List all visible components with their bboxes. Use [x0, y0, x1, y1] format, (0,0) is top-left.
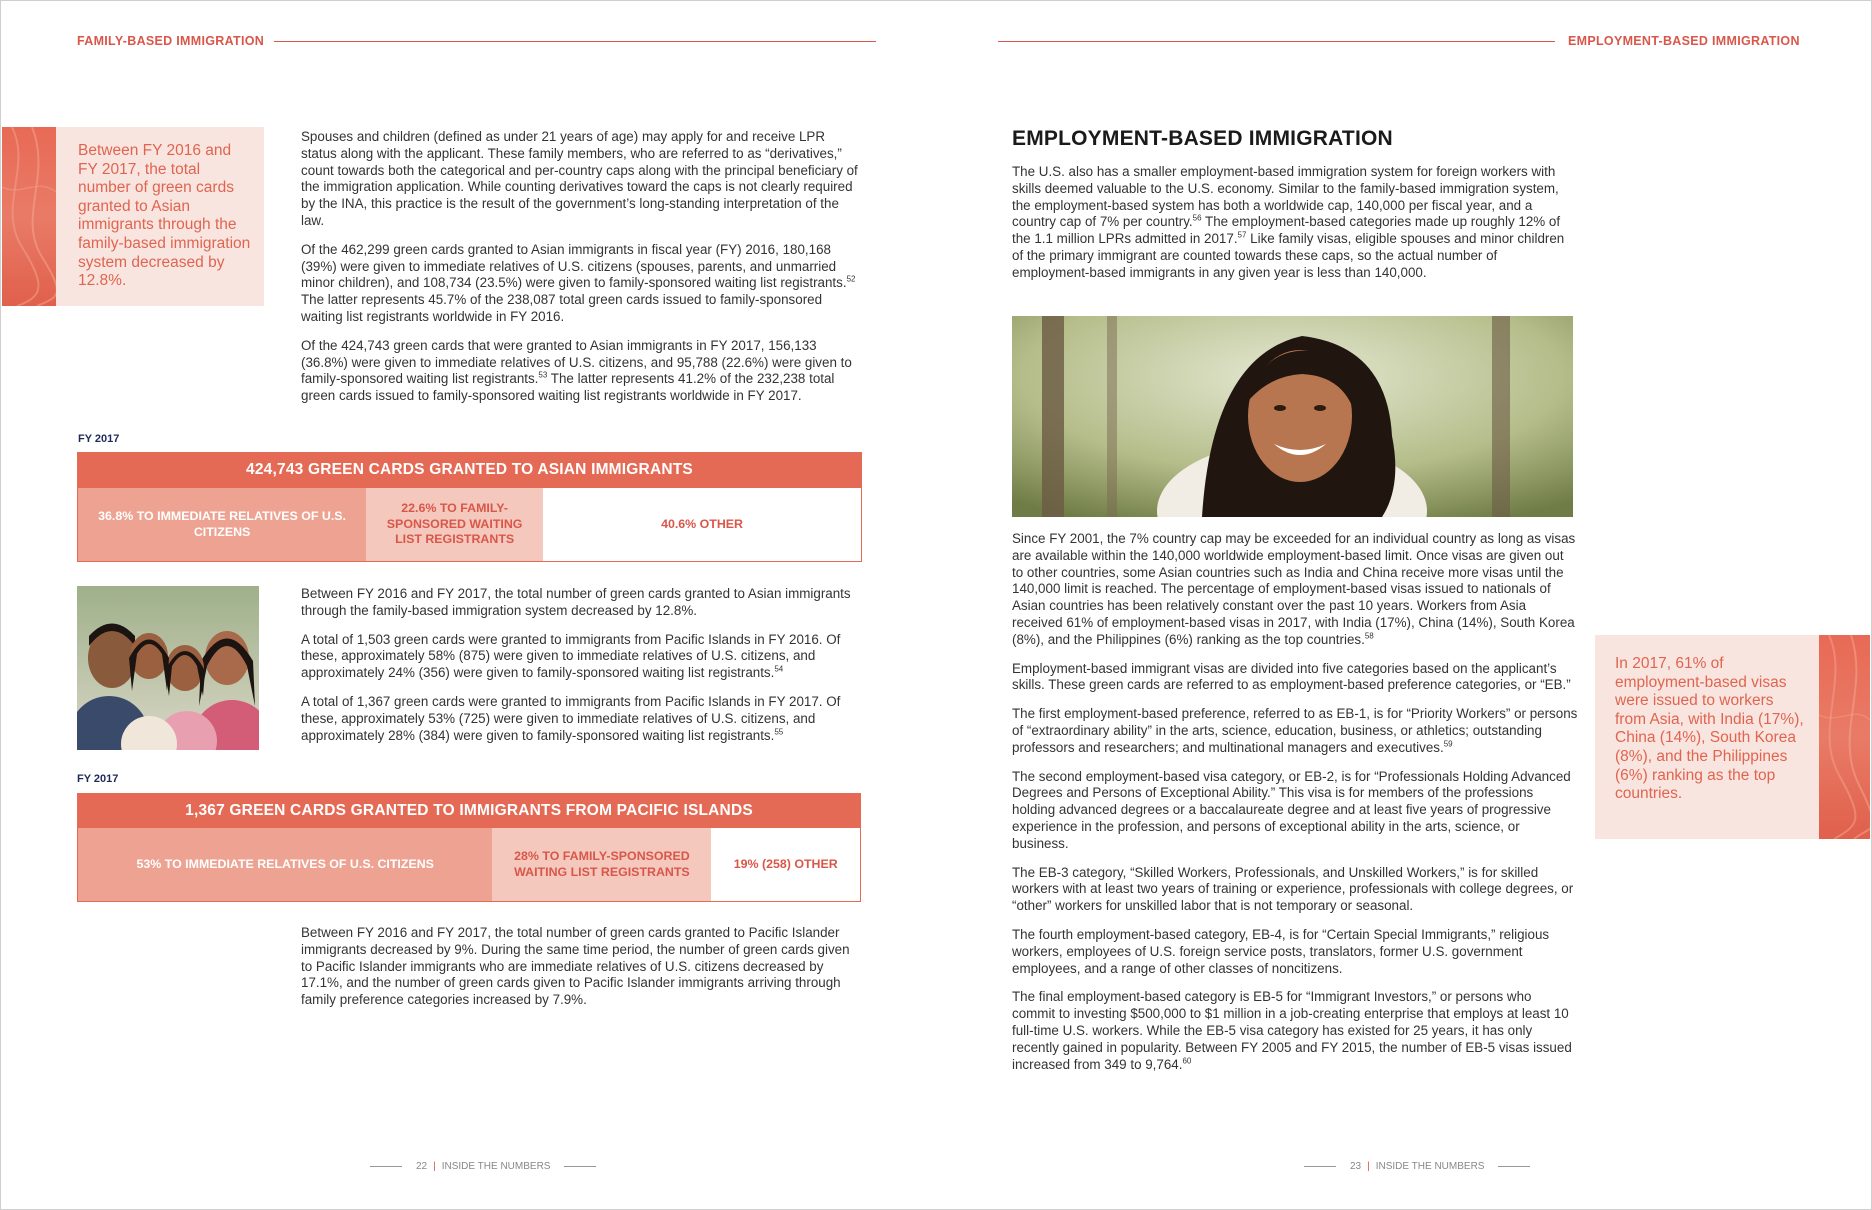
footnote-ref[interactable]: 56	[1192, 213, 1202, 223]
paragraph: Spouses and children (defined as under 21 years of age) may apply for and receive LPR status along with the applicant. These family members, who are referred to as “derivatives,” count towards both the categorical and per-country caps along with the principal beneficiary of the immigration application. While counting derivatives toward the caps is not clearly required by the INA, this practice is the result of the government’s long-standing interpretation of the law.	[301, 129, 858, 228]
paragraph: Between FY 2016 and FY 2017, the total number of green cards granted to Pacific Islander immigrants decreased by 9%. During the same time period, the number of green cards given to Pacific Islander immigrants who are immediate relatives of U.S. citizens decreased by 17.1%, and the number of green cards given to Pacific Islander immigrants arriving through family preference categories increased by 7.9%.	[301, 925, 850, 1008]
left-footer	[362, 1161, 604, 1172]
footer-dash	[370, 1166, 402, 1167]
left-head-rule	[274, 41, 876, 42]
right-footer	[1296, 1161, 1538, 1172]
footnote-ref[interactable]: 57	[1237, 230, 1247, 240]
chart1-segment-family-sponsored	[366, 488, 543, 561]
callout-decor-strip-left	[2, 127, 56, 306]
right-running-head: EMPLOYMENT-BASED IMMIGRATION	[1568, 34, 1800, 48]
page-number: 23	[1350, 1161, 1362, 1172]
paragraph: A total of 1,367 green cards were granted to immigrants from Pacific Islands in FY 2017. Of these, approximately 53% (725) were given to immediate relatives of U.S. citizens, and approximately 28% (384) were given to family-sponsored waiting list registrants.$^{55}$	[301, 693, 841, 743]
right-callout: In 2017, 61% of employment-based visas were issued to workers from Asia, with India (17%), China (14%), South Korea (8%), and the Philippines (6%) ranking as the top countries.	[1595, 635, 1819, 839]
segment-label: 53% TO IMMEDIATE RELATIVES OF U.S. CITIZENS	[136, 856, 434, 871]
left-body-middle	[301, 586, 863, 756]
left-body-top	[301, 129, 863, 417]
footnote-ref[interactable]: 60	[1182, 1056, 1192, 1066]
segment-label: 22.6% TO FAMILY-SPONSORED WAITING LIST REGISTRANTS	[386, 501, 523, 547]
paragraph: The fourth employment-based category, EB-4, is for “Certain Special Immigrants,” religious workers, employees of U.S. foreign service posts, translators, former U.S. government employees, and a range of other classes of noncitizens.	[1012, 926, 1550, 976]
paragraph: The EB-3 category, “Skilled Workers, Professionals, and Unskilled Workers,” is for skilled workers with at least two years of training or experience, professionals with college degrees, or “other” workers for unskilled labor that is not temporary or seasonal.	[1012, 864, 1574, 914]
footer-dash	[564, 1166, 596, 1167]
chart2-title: 1,367 GREEN CARDS GRANTED TO IMMIGRANTS FROM PACIFIC ISLANDS	[77, 793, 861, 828]
footnote-ref[interactable]: 52	[846, 274, 856, 284]
right-intro	[1012, 164, 1578, 294]
callout-decor-strip-right	[1819, 635, 1870, 839]
right-body	[1012, 531, 1578, 1085]
segment-label: 19% (258) OTHER	[733, 856, 838, 871]
footnote-ref[interactable]: 58	[1364, 631, 1374, 641]
paragraph: Since FY 2001, the 7% country cap may be exceeded for an individual country as long as visas are available within the 140,000 worldwide employment-based limit. Once visas are given out to other countries, some Asian countries such as India and China receive more visas until the 140,000 limit is reached. The percentage of employment-based visas issued to nationals of Asian countries has been relatively constant over the past 10 years. Workers from Asia received 61% of employment-based visas in 2017, with India (17%), China (14%), South Korea (8%), and the Philippines (6%) ranking as the top countries.$^{58}$	[1012, 531, 1576, 647]
footer-dash	[1498, 1166, 1530, 1167]
left-running-head: FAMILY-BASED IMMIGRATION	[77, 34, 265, 48]
footer-label: INSIDE THE NUMBERS	[1375, 1161, 1485, 1172]
chart2-segment-other	[711, 828, 860, 901]
footnote-ref[interactable]: 54	[774, 664, 784, 674]
section-title: EMPLOYMENT-BASED IMMIGRATION	[1012, 127, 1393, 150]
segment-label: 36.8% TO IMMEDIATE RELATIVES OF U.S. CITIZENS	[98, 508, 346, 539]
chart2-segment-family-sponsored	[492, 828, 711, 901]
chart1-title: 424,743 GREEN CARDS GRANTED TO ASIAN IMMIGRANTS	[77, 452, 862, 488]
left-callout: Between FY 2016 and FY 2017, the total number of green cards granted to Asian immigrants through the family-based immigration system decreased by 12.8%.	[56, 127, 264, 306]
paragraph: The second employment-based visa category, or EB-2, is for “Professionals Holding Advanced Degrees and Persons of Exceptional Ability.” This visa is for members of the professions holding advanced degrees or a baccalaureate degree and at least five years of progressive experience in the profession, and persons of exceptional ability in the arts, science, or business.	[1012, 768, 1571, 851]
chart1-bar	[77, 488, 862, 562]
family-photo	[77, 586, 259, 750]
woman-photo	[1012, 316, 1573, 517]
footnote-ref[interactable]: 53	[538, 370, 548, 380]
chart1-segment-immediate-relatives	[78, 488, 366, 561]
chart1-segment-other	[543, 488, 861, 561]
paragraph: Between FY 2016 and FY 2017, the total number of green cards granted to Asian immigrants through the family-based immigration system decreased by 12.8%.	[301, 586, 851, 618]
footer-pipe: |	[433, 1161, 436, 1172]
segment-label: 28% TO FAMILY-SPONSORED WAITING LIST REGISTRANTS	[514, 848, 690, 879]
chart2-segment-immediate-relatives	[78, 828, 492, 901]
paragraph: A total of 1,503 green cards were granted to immigrants from Pacific Islands in FY 2016. Of these, approximately 58% (875) were given to immediate relatives of U.S. citizens, and approximately 24% (356) were given to family-sponsored waiting list registrants.$^{54}$	[301, 631, 841, 681]
chart2-bar	[77, 828, 861, 902]
footnote-ref[interactable]: 59	[1443, 739, 1453, 749]
footer-dash	[1304, 1166, 1336, 1167]
chart2-fy-label: FY 2017	[77, 773, 119, 785]
paragraph: Of the 462,299 green cards granted to Asian immigrants in fiscal year (FY) 2016, 180,168 (39%) were given to immediate relatives of U.S. citizens (spouses, parents, and unmarried minor children), and 108,734 (23.5%) were given to family-sponsored waiting list registrants.$^{52}$ The latter represents 45.7% of the 238,087 total green cards issued to family-sponsored waiting list registrants worldwide in FY 2016.	[301, 241, 856, 324]
paragraph: The U.S. also has a smaller employment-based immigration system for foreign workers with skills deemed valuable to the U.S. economy. Similar to the family-based immigration system, the employment-based system has both a worldwide cap, 140,000 per fiscal year, and a country cap of 7% per country.$^{56}$ The employment-based categories made up roughly 12% of the 1.1 million LPRs admitted in 2017.57 Like family visas, eligible spouses and minor children of the primary immigrant are counted towards these caps, so the actual number of employment-based immigrants in any given year is less than 140,000.	[1012, 164, 1565, 280]
paragraph: Of the 424,743 green cards that were granted to Asian immigrants in FY 2017, 156,133 (36.8%) were given to immediate relatives of U.S. citizens, and 95,788 (22.6%) were given to family-sponsored waiting list registrants.$^{53}$ The latter represents 41.2% of the 232,238 total green cards issued to family-sponsored waiting list registrants worldwide in FY 2017.	[301, 337, 852, 404]
paragraph: The first employment-based preference, referred to as EB-1, is for “Priority Workers” or persons of “extraordinary ability” in the arts, science, education, business, or athletics; outstanding professors and researchers; and multinational managers and executives.$^{59}$	[1012, 706, 1578, 755]
page-number: 22	[416, 1161, 428, 1172]
footer-pipe: |	[1367, 1161, 1370, 1172]
footer-label: INSIDE THE NUMBERS	[441, 1161, 551, 1172]
paragraph: The final employment-based category is EB-5 for “Immigrant Investors,” or persons who commit to investing $500,000 to $1 million in a job-creating enterprise that employs at least 10 full-time U.S. workers. While the EB-5 visa category has existed for 25 years, it has only recently gained in popularity. Between FY 2005 and FY 2015, the number of EB-5 visas issued increased from 349 to 9,764.60	[1012, 989, 1572, 1072]
footnote-ref[interactable]: 55	[774, 727, 784, 737]
chart1-fy-label: FY 2017	[78, 433, 120, 445]
right-head-rule	[998, 41, 1555, 42]
paragraph: Employment-based immigrant visas are divided into five categories based on the applicant’s skills. These green cards are referred to as employment-based preference categories, or “EB.”	[1012, 660, 1571, 693]
segment-label: 40.6% OTHER	[661, 516, 744, 531]
left-body-bottom	[301, 925, 863, 1021]
